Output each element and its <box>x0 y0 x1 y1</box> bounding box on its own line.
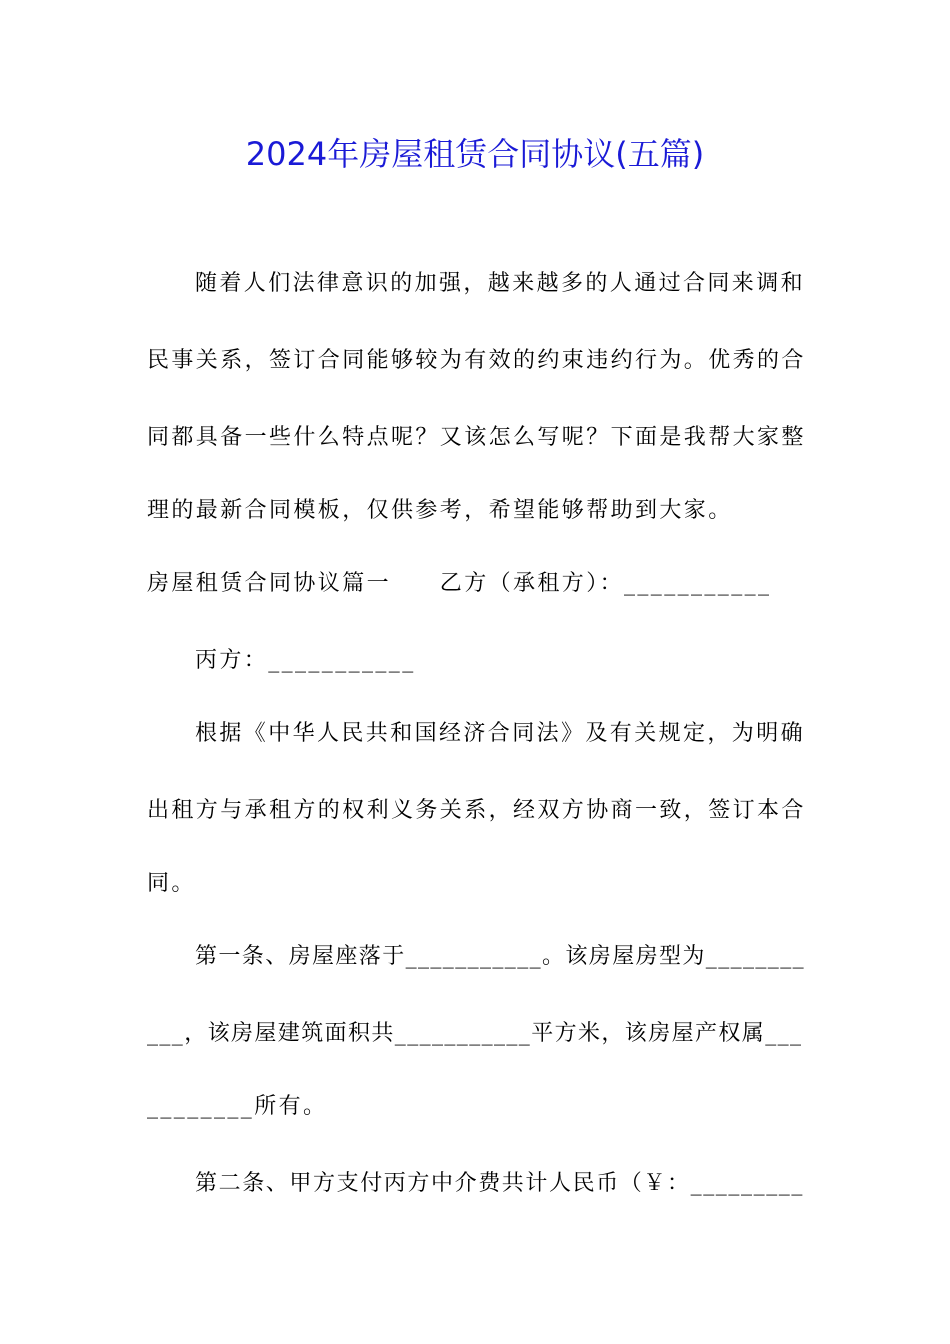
paragraph-line: 丙方：___________ <box>195 648 416 673</box>
paragraph-line: 理的最新合同模板，仅供参考，希望能够帮助到大家。 <box>147 498 733 523</box>
document-title: 2024年房屋租赁合同协议(五篇) <box>245 135 705 173</box>
paragraph-line: 第一条、房屋座落于___________。该房屋房型为________ <box>195 944 806 969</box>
paragraph-line: 随着人们法律意识的加强，越来越多的人通过合同来调和 <box>195 271 806 296</box>
paragraph-line: 第二条、甲方支付丙方中介费共计人民币（￥：_________ <box>195 1171 805 1196</box>
section-heading-line: 房屋租赁合同协议篇一 乙方（承租方）：___________ <box>147 571 772 596</box>
paragraph-line: 同都具备一些什么特点呢？又该怎么写呢？下面是我帮大家整 <box>147 425 806 450</box>
paragraph-line: ________所有。 <box>147 1094 328 1119</box>
paragraph-line: ___，该房屋建筑面积共___________平方米，该房屋产权属___ <box>147 1021 803 1046</box>
paragraph-line: 根据《中华人民共和国经济合同法》及有关规定，为明确 <box>195 721 806 746</box>
paragraph-line: 出租方与承租方的权利义务关系，经双方协商一致，签订本合 <box>147 798 806 823</box>
paragraph-line: 同。 <box>147 871 196 896</box>
paragraph-line: 民事关系，签订合同能够较为有效的约束违约行为。优秀的合 <box>147 348 806 373</box>
